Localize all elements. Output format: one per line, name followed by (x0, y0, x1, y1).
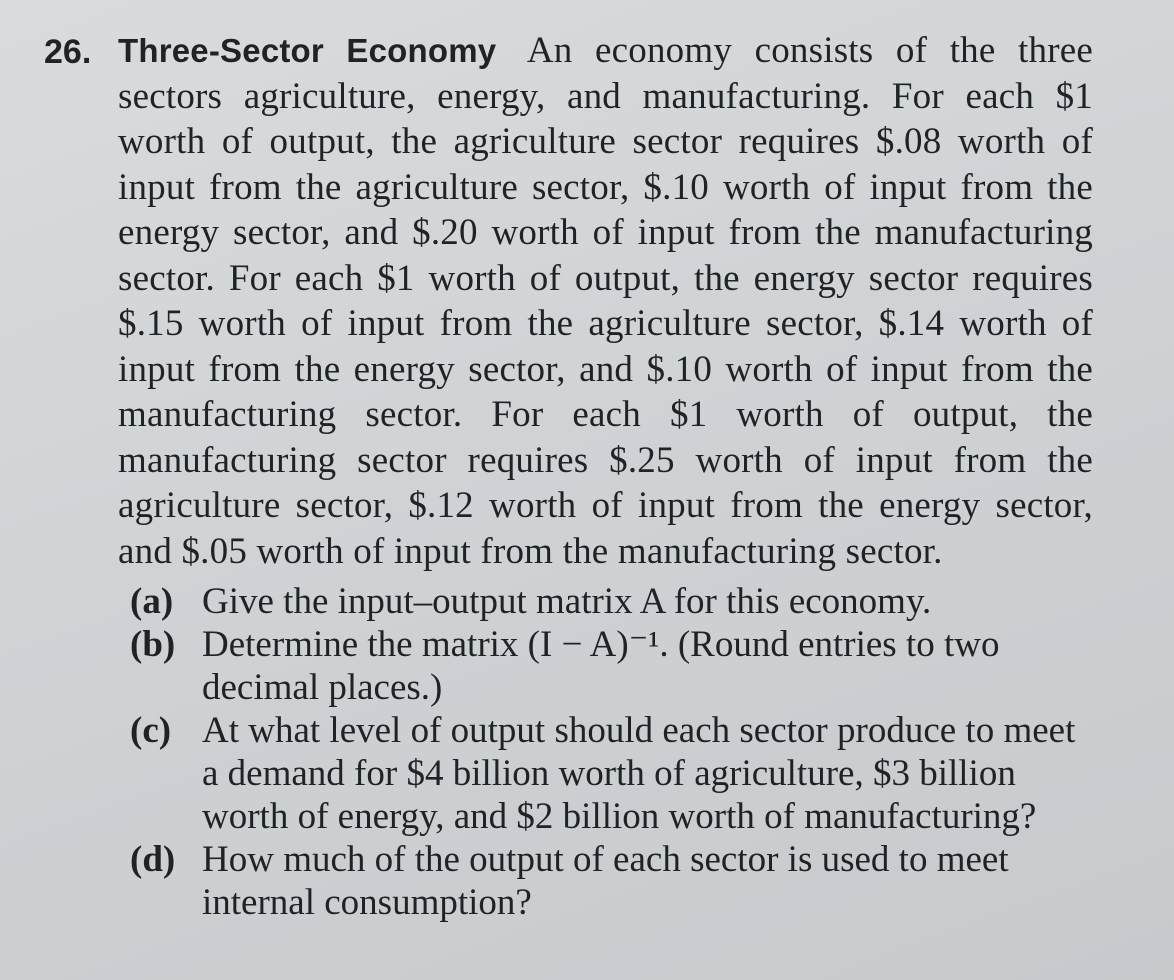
exercise-parts (130, 580, 1090, 924)
part-d (130, 838, 1090, 924)
part-b-text: Determine the matrix (I − A)⁻¹. (Round entries to two decimal places.) (202, 624, 1000, 708)
part-c-text: At what level of output should each sector produce to meet a demand for $4 billion worth of agriculture, $3 billion worth of energy, and $2 billion worth of manufacturing? (202, 710, 1076, 837)
part-b-label: (b) (130, 624, 176, 665)
part-d-label: (d) (130, 839, 176, 880)
exercise-statement-block (118, 28, 1093, 574)
exercise-statement: An economy consists of the three sectors agriculture, energy, and manufacturing. For each $1 worth of output, the agriculture sector requires $.08 worth of input from the agriculture sector, $.10 worth of input from the energy sector, and $.20 worth of input from the manufacturing sector. For each $1 worth of output, the energy sector requires $.15 worth of input from the agriculture sector, $.14 worth of input from the energy sector, and $.10 worth of input from the manufacturing sector. For each $1 worth of output, the manufacturing sector requires $.25 worth of input from the agriculture sector, $.12 worth of input from the energy sector, and $.05 worth of input from the manufacturing sector. (118, 30, 1093, 572)
exercise-title: Three-Sector Economy (118, 32, 497, 69)
part-c-label: (c) (130, 710, 172, 751)
part-d-text: How much of the output of each sector is used to meet internal consumption? (202, 839, 1009, 923)
part-b (130, 623, 1090, 709)
part-a (130, 580, 1090, 623)
part-a-label: (a) (130, 581, 174, 622)
part-c (130, 709, 1090, 838)
exercise-number: 26. (44, 33, 92, 71)
part-a-text: Give the input–output matrix A for this economy. (202, 581, 932, 622)
exercise-26 (44, 28, 1104, 924)
